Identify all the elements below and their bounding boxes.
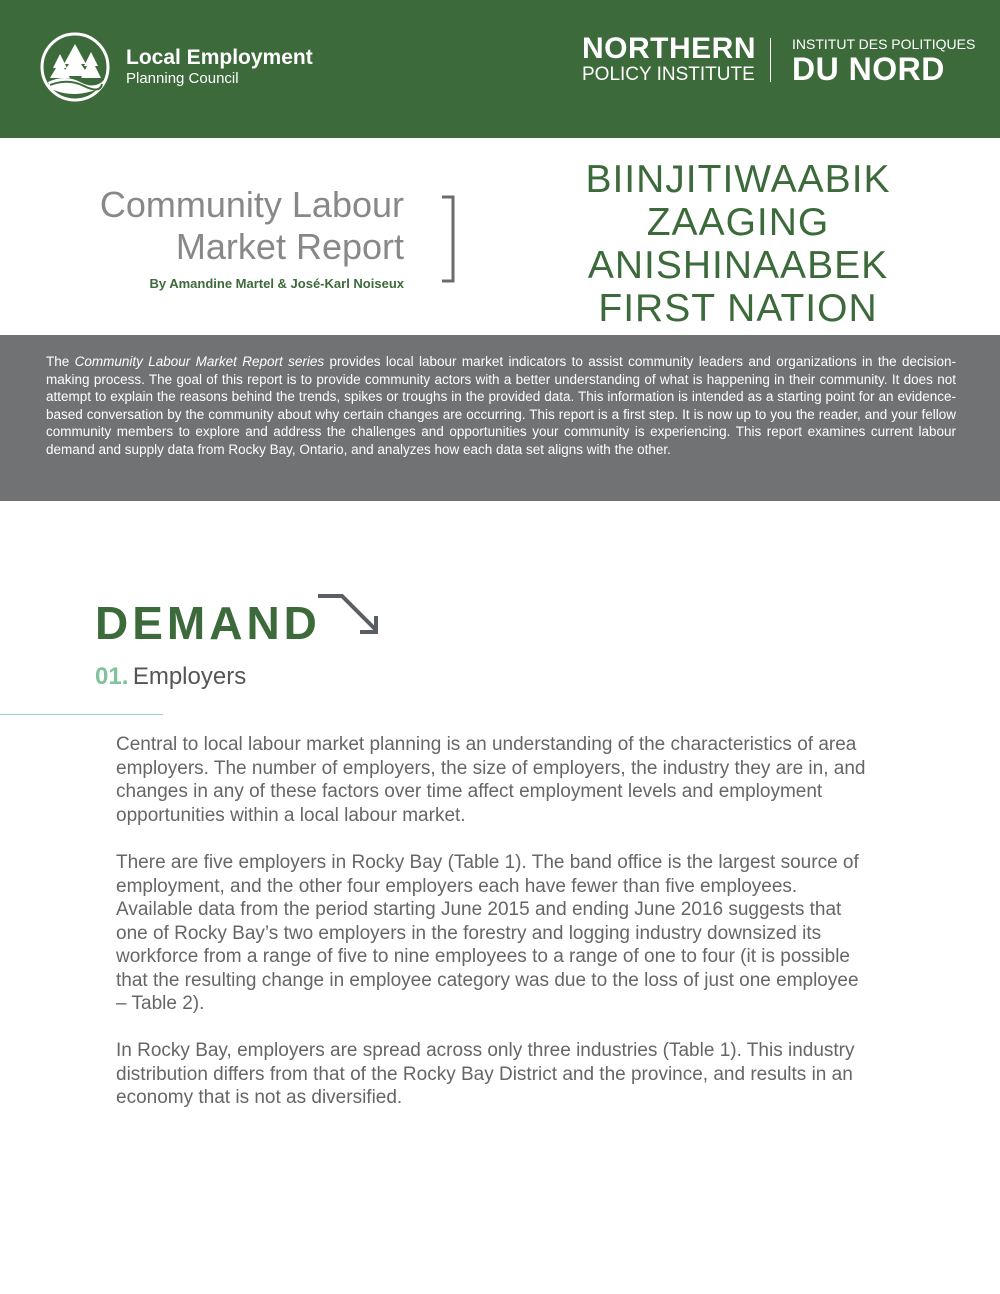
subsection-title: Employers [132,663,247,690]
intro-banner [0,335,1000,501]
npi-name: NORTHERN [582,32,756,65]
lepc-tree-logo-icon [40,32,110,102]
community-name-line3: ANISHINAABEK [587,244,889,287]
body-paragraph-1: Central to local labour market planning is an understanding of the characteristics of area employers. The number of employers, the size of employers, the industry they are in, and changes in any of these factors over time affect employment levels and employment opportunities within a local labour market. [116,734,866,826]
lepc-wordmark [126,46,313,88]
npi-wordmark [582,34,756,86]
body-paragraph-3: In Rocky Bay, employers are spread across only three industries (Table 1). This industry distribution differs from that of the Rocky Bay District and the province, and results in an economy that is not as diversified. [116,1040,855,1108]
report-title-line1: Community Labour [99,184,404,225]
intro-lead: The [46,354,75,369]
report-authors: By Amandine Martel & José-Karl Noiseux [149,276,404,291]
community-name-line4: FIRST NATION [598,287,878,330]
npi-subtitle: POLICY INSTITUTE [582,64,755,85]
lepc-subtitle: Planning Council [126,70,239,87]
section-divider [0,714,163,715]
intro-series-name: Community Labour Market Report series [74,354,325,369]
closing-bracket-icon [440,195,456,283]
report-title-block [100,184,404,291]
ipn-name: DU NORD [792,51,945,87]
intro-body: provides local labour market indicators to assist community leaders and organizations in the decision-making process. The goal of this report is to provide community actors with a better understanding of what is happening in their community. It does not attempt to explain the reasons behind the trends, spikes or troughs in the provided data. This information is intended as a starting point for an evidence-based conversation by the community about why certain changes are occurring. This report is a first step. It is now up to you the reader, and your fellow community members to explore and address the challenges and opportunities your community is experiencing. This report examines current labour demand and supply data from Rocky Bay, Ontario, and analyzes how each data set aligns with the other. [46,354,956,457]
ipn-subtitle: INSTITUT DES POLITIQUES [792,36,976,52]
section-heading-demand: DEMAND [95,597,321,649]
down-right-arrow-icon [316,592,392,642]
community-name-line2: ZAAGING [646,201,830,244]
community-name-line1: BIINJITIWAABIK [585,158,891,201]
header-banner [0,0,1000,138]
intro-text [46,353,956,459]
community-name [568,158,908,330]
lepc-name: Local Employment [126,46,313,69]
body-paragraph-2: There are five employers in Rocky Bay (Table 1). The band office is the largest source of employment, and the other four employers each have fewer than five employees. Available data from the period starting June 2015 and ending June 2016 suggests that one of Rocky Bay’s two employers in the forestry and logging industry downsized its workforce from a range of five to nine employees to a range of one to four (it is possible that the resulting change in employee category was due to the loss of just one employee – Table 2). [116,852,859,1014]
subsection-heading [95,663,246,691]
subsection-number: 01. [95,663,129,690]
report-title-line2: Market Report [175,226,404,267]
ipn-wordmark [792,36,975,86]
logo-divider [770,38,771,82]
